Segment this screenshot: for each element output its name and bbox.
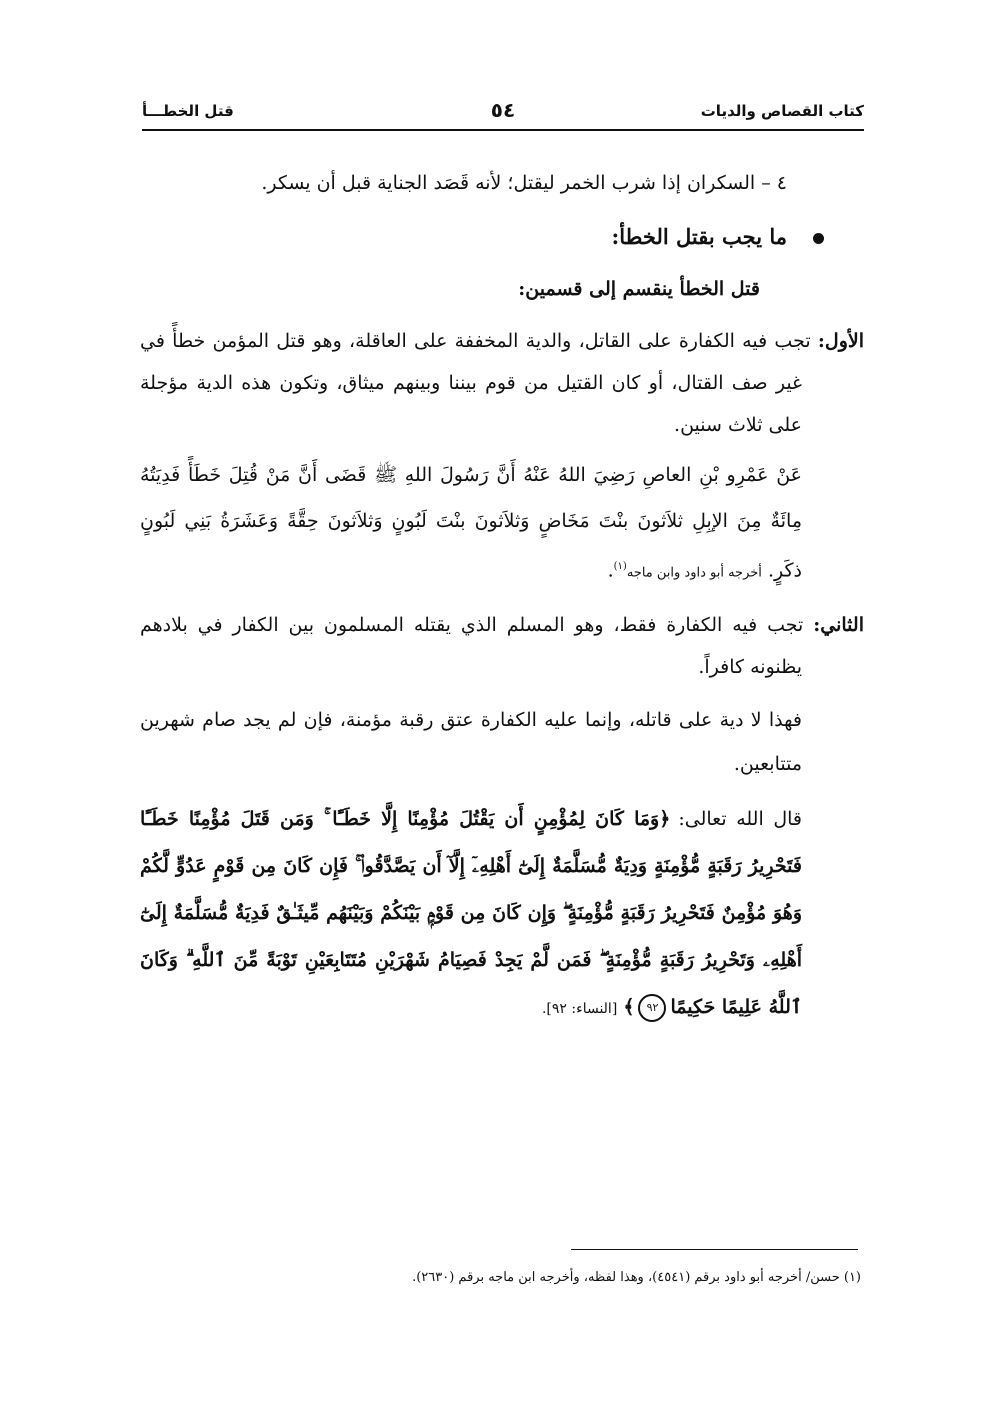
quran-close-bracket: ﴾	[623, 996, 635, 1019]
hadith-text: عَنْ عَمْرِو بْنِ العاصِ رَضِيَ اللهُ عَنْهُ أَنَّ رَسُولَ اللهِ ﷺ قَضَى أَنَّ مَنْ قُتِلَ خَطَأً فَدِيَتُهُ مِائَةٌ مِنَ الإبِلِ ثلاَثونَ بنْتَ مَخَاضٍ وَثلاَثونَ بنْتَ لَبُونٍ وَثلاَثونَ حِقَّةً وَعَشَرَةُ بَنِي لَبُونٍ ذكَرٍ.	[140, 464, 802, 582]
chapter-title: قتل الخطـــأ	[142, 102, 234, 120]
ayah-number-icon: ٩٢	[638, 994, 666, 1022]
expiation-paragraph: فهذا لا دية على قاتله، وإنما عليه الكفارة عتق رقبة مؤمنة، فإن لم يجد صام شهرين متتابعين.	[140, 709, 802, 776]
section-heading	[140, 214, 864, 260]
section-heading-text: ما يجب بقتل الخطأ:	[611, 224, 787, 249]
first-type-text: تجب فيه الكفارة على القاتل، والدية المخففة على العاقلة، وهو قتل المؤمن خطأً في غير صف القتال، أو كان القتيل من قوم بيننا وبينهم ميثاق، وتكون هذه الدية مؤجلة على ثلاث سنين.	[140, 330, 811, 436]
page-number: ٥٤	[490, 98, 516, 122]
hadith-paragraph: عَنْ عَمْرِو بْنِ العاصِ رَضِيَ اللهُ عَنْهُ أَنَّ رَسُولَ اللهِ ﷺ قَضَى أَنَّ مَنْ قُتِلَ خَطَأً فَدِيَتُهُ مِائَةٌ مِنَ الإبِلِ ثلاَثونَ بنْتَ مَخَاضٍ وَثلاَثونَ بنْتَ لَبُونٍ وَثلاَثونَ حِقَّةً وَعَشَرَةُ بَنِي لَبُونٍ ذكَرٍ. أخرجه أبو داود وابن ماجه$^{(١)}$.	[140, 464, 802, 582]
footnote-divider	[571, 1249, 858, 1250]
quran-paragraph	[140, 796, 864, 1033]
first-type-label: الأول:	[817, 330, 864, 352]
book-title: كتاب القصاص والديات	[700, 102, 864, 120]
surah-reference: [النساء: ٩٢].	[541, 1001, 618, 1018]
hadith-source: أخرجه أبو داود وابن ماجه	[626, 565, 762, 581]
first-type-paragraph	[140, 320, 864, 446]
list-item-4: ٤ – السكران إذا شرب الخمر ليقتل؛ لأنه قَصَد الجناية قبل أن يسكر.	[261, 172, 787, 194]
quran-intro: قال الله تعالى:	[678, 808, 802, 831]
footnote: (١) حسن/ أخرجه أبو داود برقم (٤٥٤١)، وهذا لفظه، وأخرجه ابن ماجه برقم (٢٦٣٠).	[412, 1270, 861, 1285]
quran-verse: ﴿وَمَا كَانَ لِمُؤْمِنٍ أَن يَقْتُلَ مُؤْمِنًا إِلَّا خَطَـًٔا ۚ وَمَن قَتَلَ مُؤْمِنًا خَطَـًٔا فَتَحْرِيرُ رَقَبَةٍ مُّؤْمِنَةٍ وَدِيَةٌ مُّسَلَّمَةٌ إِلَىٰٓ أَهْلِهِۦٓ إِلَّآ أَن يَصَّدَّقُوا۟ ۚ فَإِن كَانَ مِن قَوْمٍ عَدُوٍّ لَّكُمْ وَهُوَ مُؤْمِنٌ فَتَحْرِيرُ رَقَبَةٍ مُّؤْمِنَةٍ ۖ وَإِن كَانَ مِن قَوْمٍۭ بَيْنَكُمْ وَبَيْنَهُم مِّيثَـٰقٌ فَدِيَةٌ مُّسَلَّمَةٌ إِلَىٰٓ أَهْلِهِۦ وَتَحْرِيرُ رَقَبَةٍ مُّؤْمِنَةٍ ۖ فَمَن لَّمْ يَجِدْ فَصِيَامُ شَهْرَيْنِ مُتَتَابِعَيْنِ تَوْبَةً مِّنَ ٱللَّهِ ۗ وَكَانَ ٱللَّهُ عَلِيمًا حَكِيمًا	[140, 808, 802, 1019]
second-type-text: تجب فيه الكفارة فقط، وهو المسلم الذي يقتله المسلمون بين الكفار في بلادهم يظنونه كافراً.	[140, 614, 804, 679]
footnote-marker: (١)	[613, 561, 627, 572]
second-type-paragraph	[140, 604, 864, 688]
second-type-label: الثاني:	[813, 614, 864, 637]
bullet-icon	[813, 233, 824, 244]
header-divider	[142, 129, 864, 131]
page-header	[142, 100, 864, 128]
subheading: قتل الخطأ ينقسم إلى قسمين:	[518, 278, 760, 300]
page-body	[140, 160, 864, 1033]
